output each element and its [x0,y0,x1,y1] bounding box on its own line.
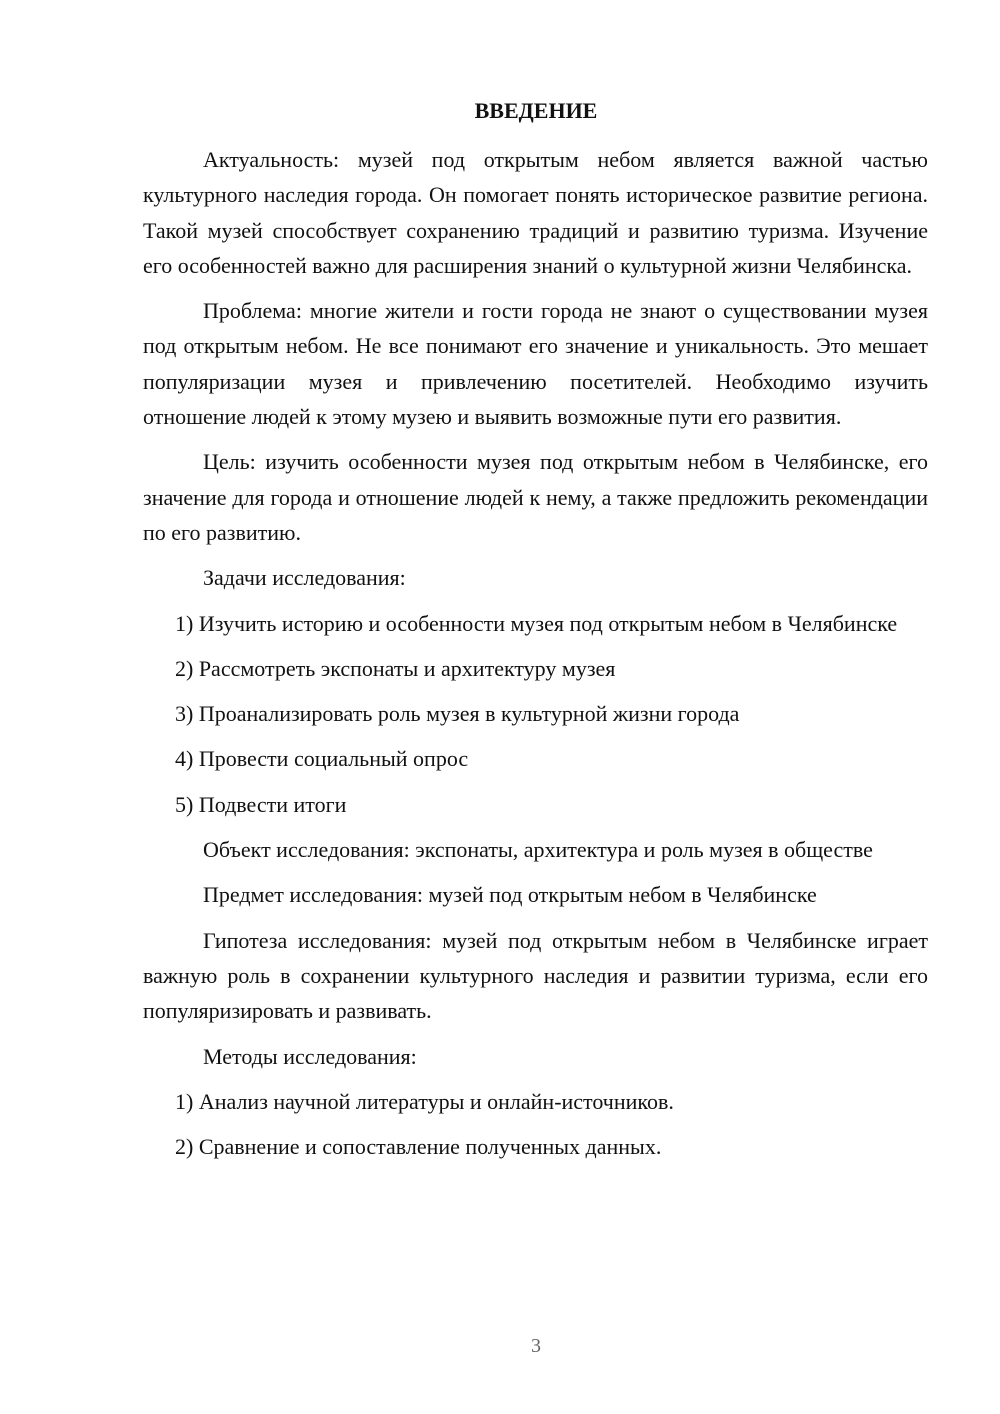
list-item-task-1: 1) Изучить историю и особенности музея под открытым небом в Челябинске [175,610,898,636]
page-title: ВВЕДЕНИЕ [474,98,598,123]
methods-list [143,1084,928,1165]
paragraph-methods-heading: Методы исследования: [203,1043,417,1069]
page-number: 3 [531,1335,541,1357]
list-item-method-1: 1) Анализ научной литературы и онлайн-источников. [175,1088,674,1114]
document-body [143,142,928,1164]
tasks-list [143,606,928,822]
paragraph-object: Объект исследования: экспонаты, архитектура и роль музея в обществе [203,837,873,863]
list-item-task-2: 2) Рассмотреть экспонаты и архитектуру музея [175,655,616,681]
list-item-task-5: 5) Подвести итоги [175,791,347,817]
paragraph-tasks-heading: Задачи исследования: [203,565,406,591]
paragraph-subject: Предмет исследования: музей под открытым небом в Челябинске [203,882,817,908]
list-item-task-4: 4) Провести социальный опрос [175,746,469,772]
list-item-task-3: 3) Проанализировать роль музея в культурной жизни города [175,701,740,727]
list-item-method-2: 2) Сравнение и сопоставление полученных данных. [175,1134,662,1160]
paragraph-problem: Проблема: многие жители и гости города не знают о существовании музея под открытым небом. Не все понимают его значение и уникальность. Это мешает популяризации музея и привлечению посетителей. Необходимо изучить отношение людей к этому музею и выявить возможные пути его развития. [143,298,928,430]
paragraph-relevance: Актуальность: музей под открытым небом является важной частью культурного наследия города. Он помогает понять историческое развитие региона. Такой музей способствует сохранению традиций и развитию туризма. Изучение его особенностей важно для расширения знаний о культурной жизни Челябинска. [143,147,928,278]
paragraph-hypothesis: Гипотеза исследования: музей под открытым небом в Челябинске играет важную роль в сохранении культурного наследия и развитии туризма, если его популяризировать и развивать. [143,927,928,1024]
paragraph-goal: Цель: изучить особенности музея под открытым небом в Челябинске, его значение для города и отношение людей к нему, а также предложить рекомендации по его развитию. [143,449,928,545]
